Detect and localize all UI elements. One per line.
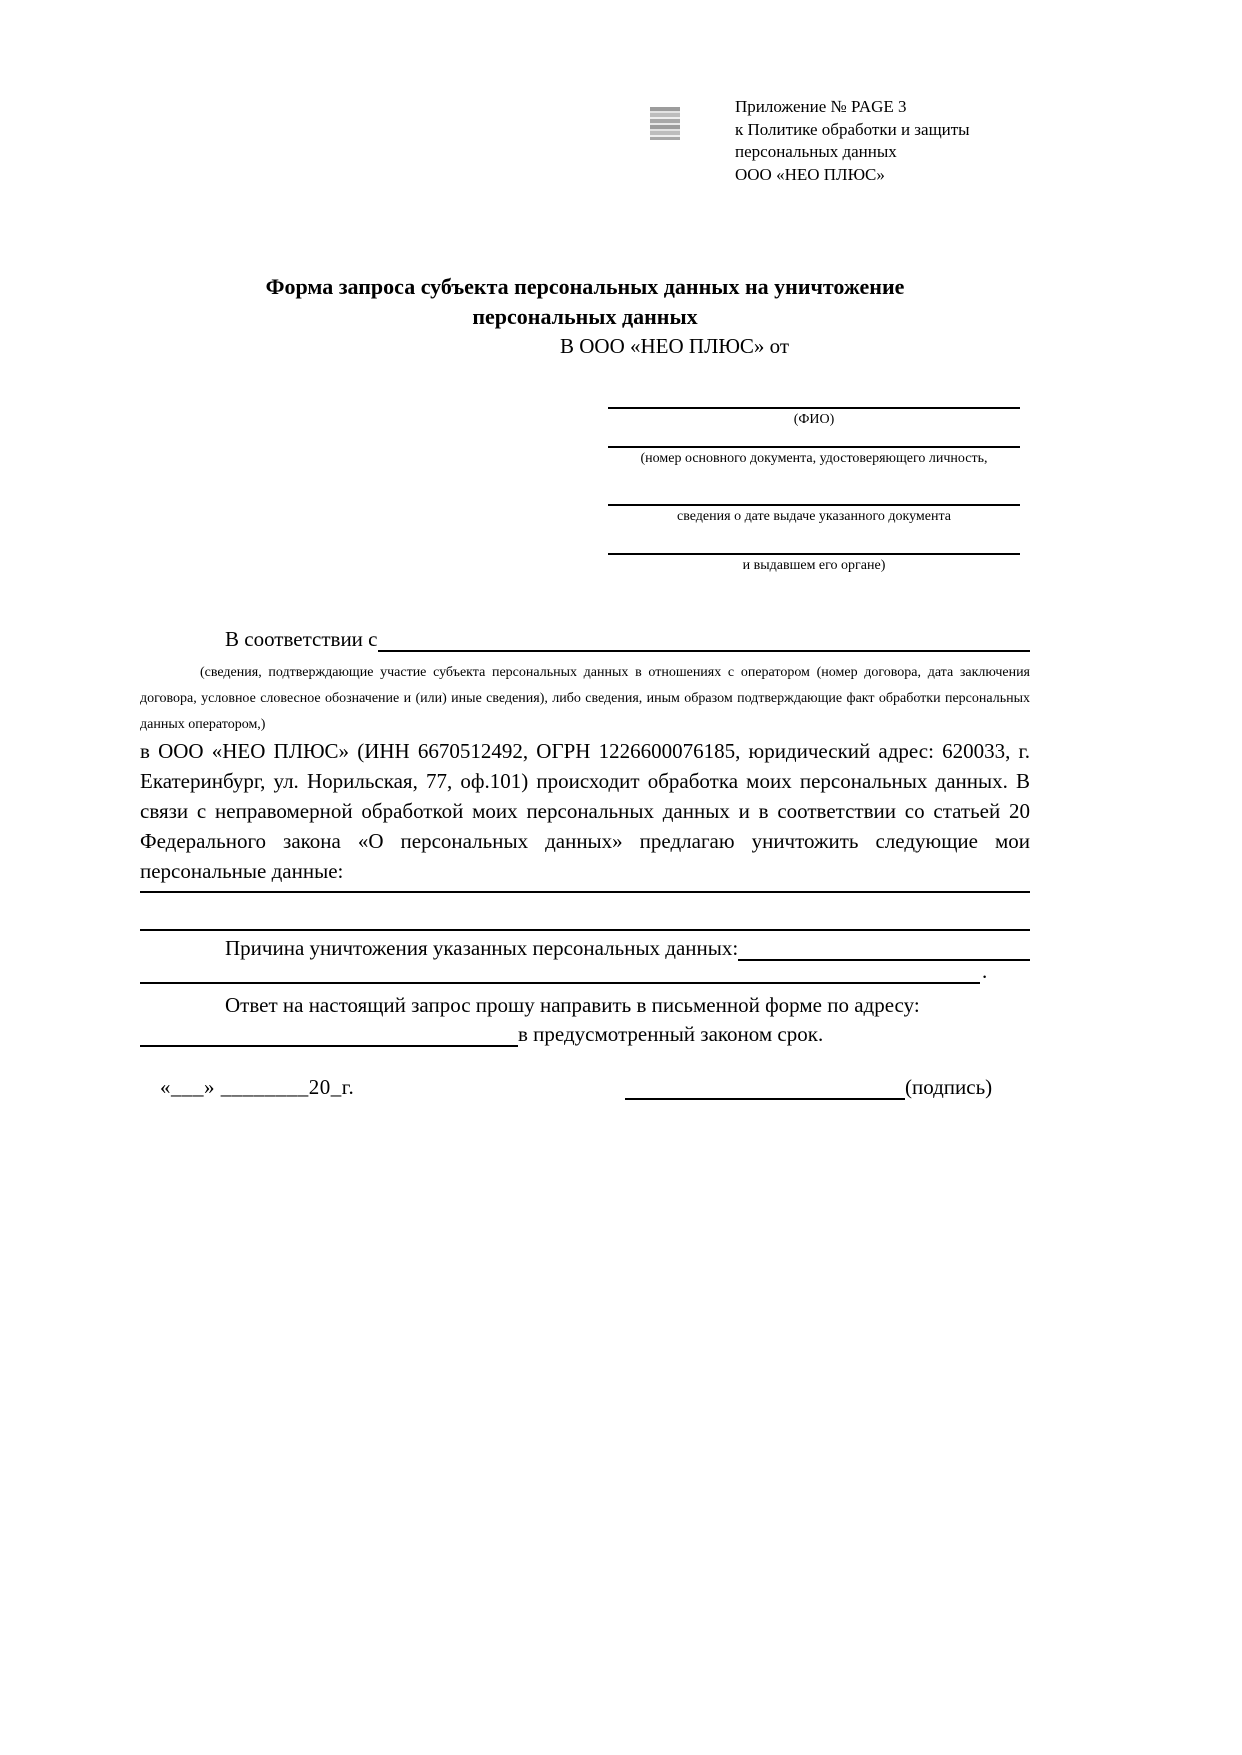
document-title-line: Форма запроса субъекта персональных данных на уничтожение bbox=[265, 274, 905, 299]
footnote-paragraph: (сведения, подтверждающие участие субъекта персональных данных в отношениях с оператором (номер договора, дата заключения договора, условное словесное обозначение и (или) иные сведения), либо сведения, иным образом подтверждающие факт обработки персональных данных оператором,) bbox=[140, 665, 1030, 732]
data-to-destroy-blank-line-1[interactable] bbox=[140, 891, 1030, 893]
document-title-line: персональных данных bbox=[472, 304, 698, 329]
reason-continuation-blank-field[interactable] bbox=[140, 956, 980, 984]
document-number-blank-field[interactable] bbox=[608, 446, 1020, 448]
appendix-header-line: ООО «НЕО ПЛЮС» bbox=[735, 164, 885, 184]
response-suffix: в предусмотренный законом срок. bbox=[518, 1022, 824, 1046]
embedded-object-icon bbox=[650, 107, 680, 140]
field-caption-issuing-authority: и выдавшем его органе) bbox=[742, 558, 886, 573]
in-accordance-blank-field[interactable] bbox=[378, 622, 1031, 652]
field-caption-document-number: (номер основного документа, удостоверяющего личность, bbox=[640, 451, 988, 466]
response-address-row bbox=[140, 1021, 1030, 1047]
field-caption-fio: (ФИО) bbox=[793, 412, 835, 427]
fio-blank-field[interactable] bbox=[608, 407, 1020, 409]
signature-group bbox=[625, 1074, 1030, 1100]
reason-label: Причина уничтожения указанных персональных данных: bbox=[225, 936, 739, 960]
reason-continuation-row bbox=[140, 958, 1030, 984]
issue-date-blank-field[interactable] bbox=[608, 504, 1020, 506]
response-request-text: Ответ на настоящий запрос прошу направить в письменной форме по адресу: bbox=[225, 993, 920, 1017]
issuing-authority-blank-field[interactable] bbox=[608, 553, 1020, 555]
appendix-header-line: персональных данных bbox=[735, 142, 897, 162]
in-accordance-row bbox=[140, 624, 1030, 652]
appendix-header-line: Приложение № PAGE 3 bbox=[735, 97, 907, 116]
document-title bbox=[140, 272, 1030, 332]
main-paragraph: в ООО «НЕО ПЛЮС» (ИНН 6670512492, ОГРН 1226600076185, юридический адрес: 620033, г. Екатеринбург, ул. Норильская, 77, оф.101) происходит обработка моих персональных данных. В связи с неправомерной обработкой моих персональных данных и в соответствии со статьей 20 Федерального закона «О персональных данных» предлагаю уничтожить следующие мои персональные данные: bbox=[140, 739, 1030, 883]
line-terminator: . bbox=[982, 959, 988, 983]
in-accordance-label: В соответствии с bbox=[225, 627, 378, 651]
field-caption-issue-date: сведения о дате выдаче указанного документа bbox=[677, 509, 951, 524]
appendix-header-line: к Политике обработки и защиты bbox=[735, 119, 970, 139]
appendix-header bbox=[735, 96, 1115, 186]
date-line: «___» ________20_г. bbox=[160, 1075, 355, 1099]
addressee-line: В ООО «НЕО ПЛЮС» от bbox=[560, 334, 790, 358]
signature-blank-field[interactable] bbox=[625, 1072, 905, 1100]
signature-caption: (подпись) bbox=[905, 1075, 993, 1099]
address-blank-field[interactable] bbox=[140, 1019, 518, 1047]
